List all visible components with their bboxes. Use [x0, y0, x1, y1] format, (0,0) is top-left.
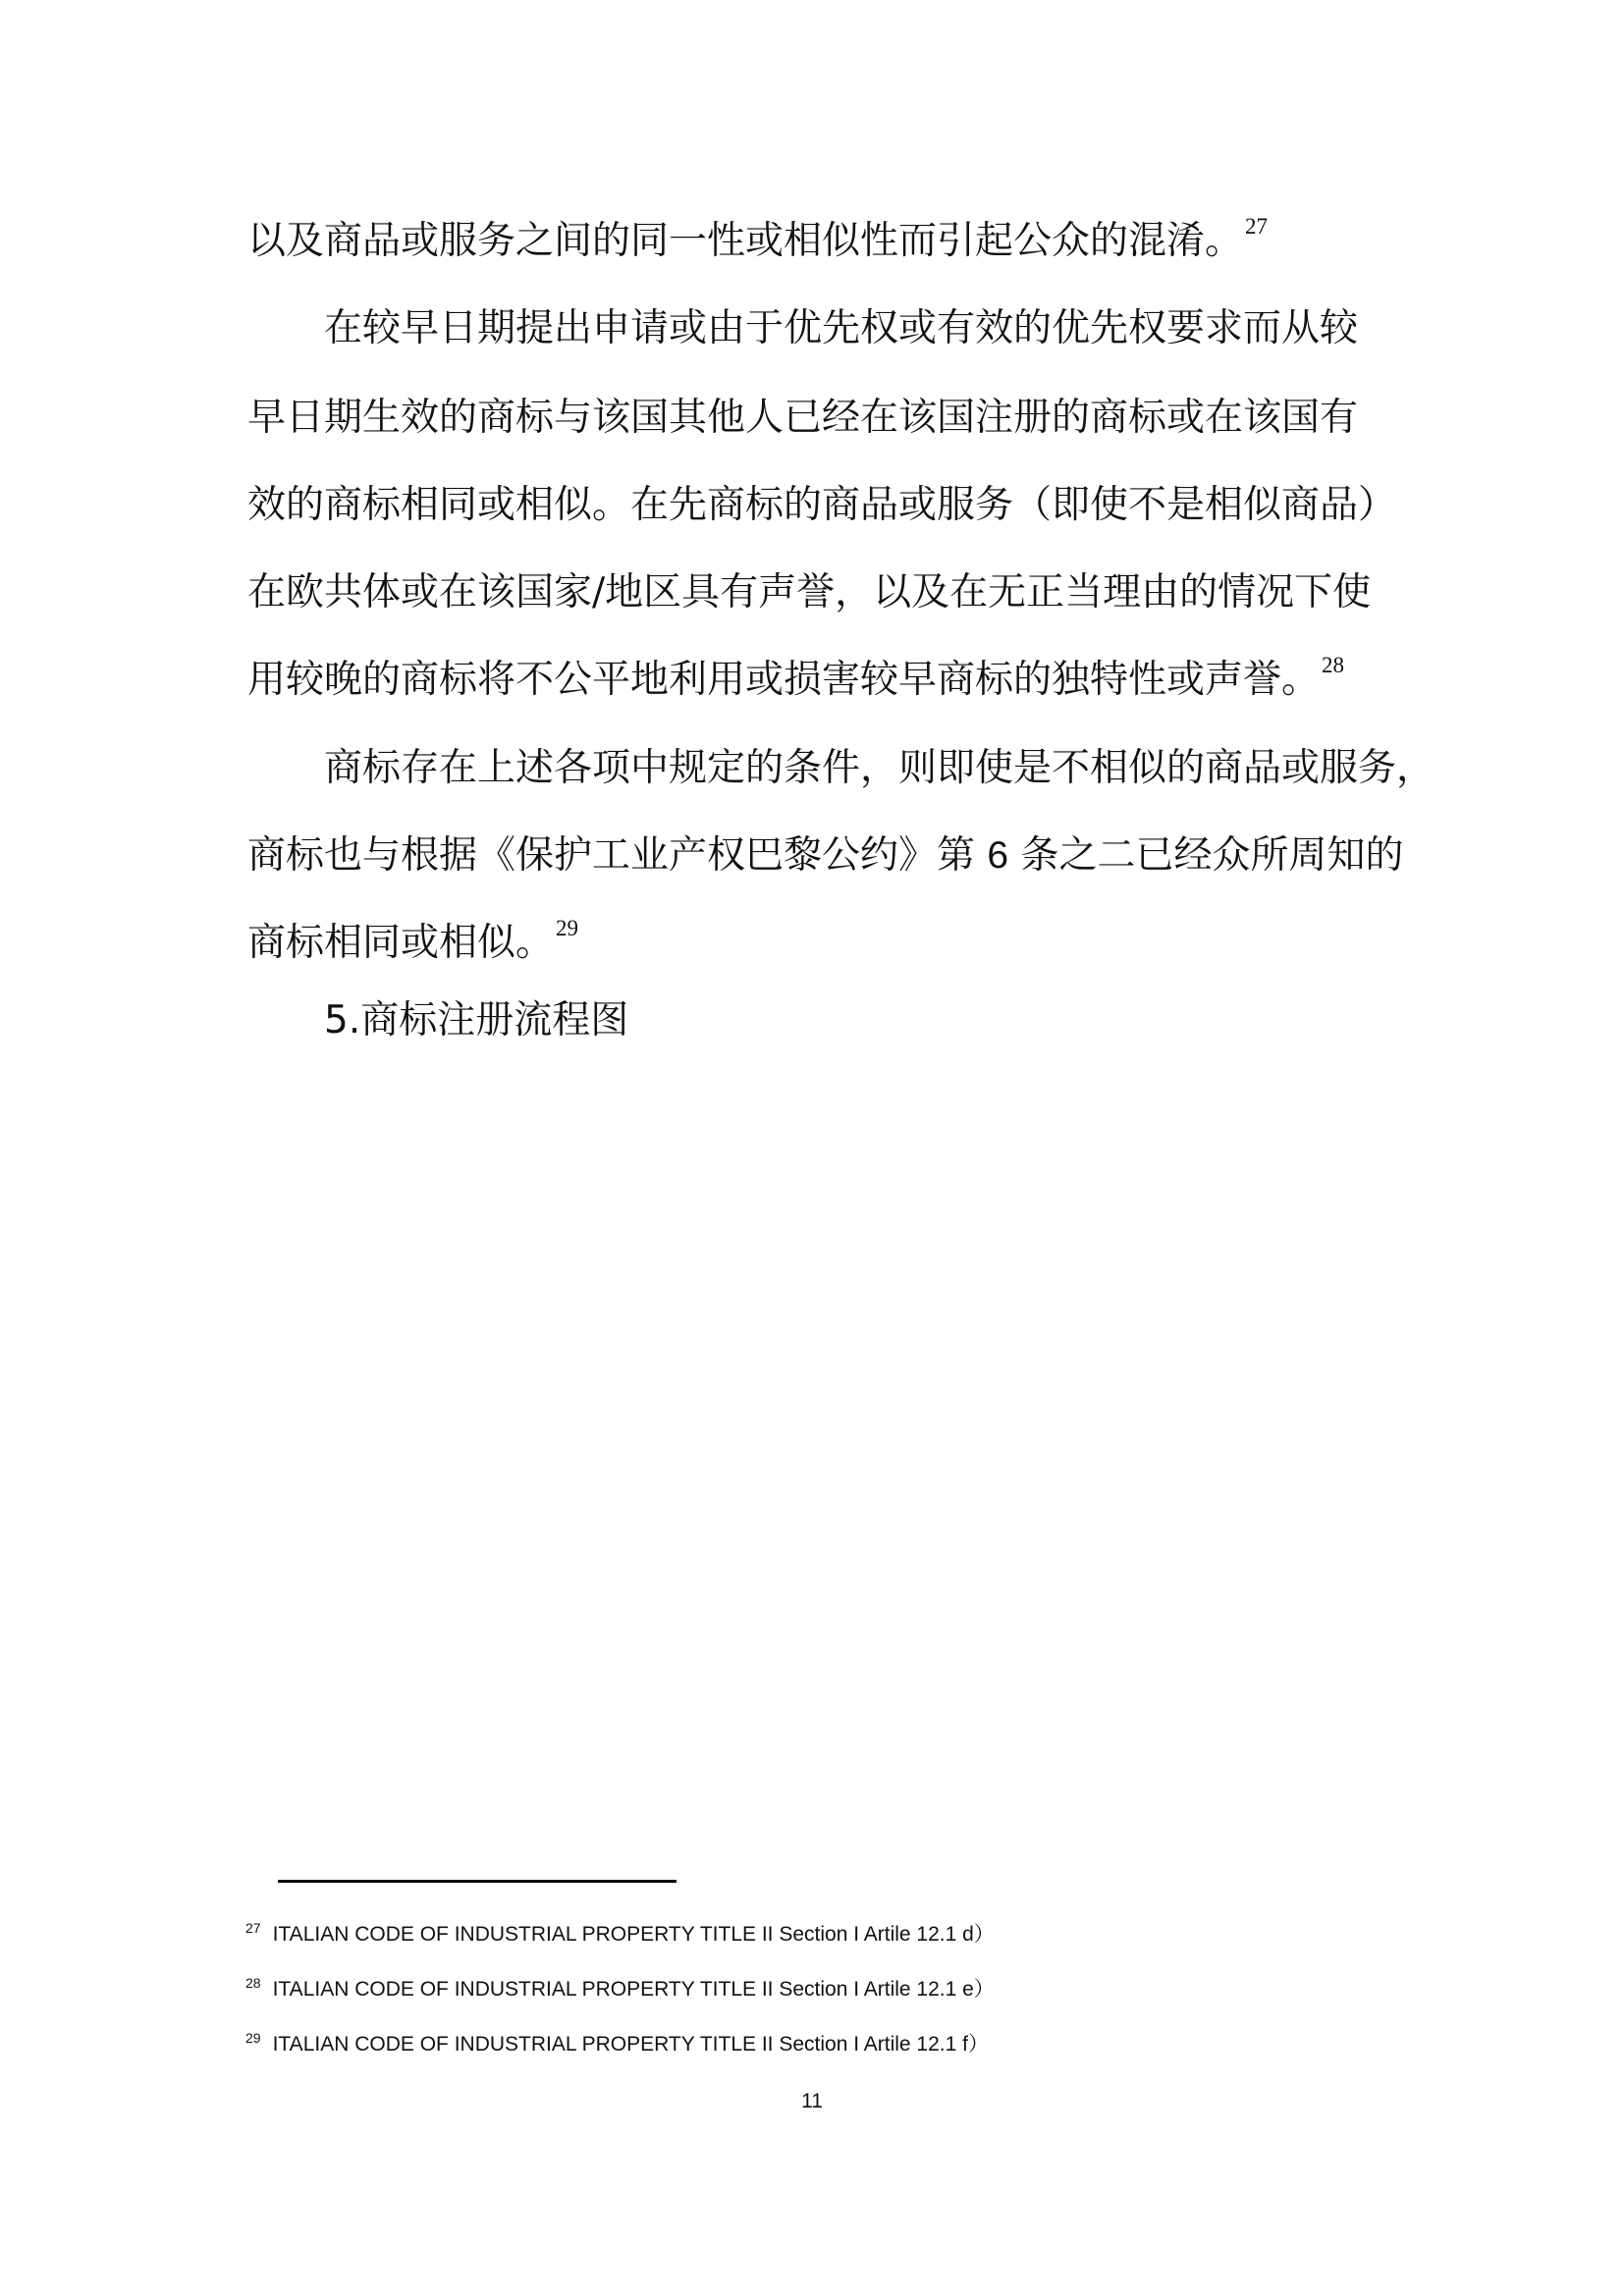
body-line [247, 214, 1268, 274]
body-text: 效的商标相同或相似。在先商标的商品或服务（即使不是相似商品） [247, 483, 1397, 527]
footnote-reference[interactable]: 27 [1245, 214, 1269, 239]
page-number: 11 [801, 2090, 823, 2112]
footnote-number: 28 [245, 1975, 261, 1991]
body-text: 在欧共体或在该国家/地区具有声誉，以及在无正当理由的情况下使 [247, 570, 1372, 614]
body-line [247, 916, 578, 976]
footnote-27 [245, 1920, 995, 1950]
body-text: 商标也与根据《保护工业产权巴黎公约》第 [247, 833, 976, 878]
footnote-number: 29 [245, 2030, 261, 2046]
body-text: 用较晚的商标将不公平地利用或损害较早商标的独特性或声誉。 [247, 658, 1321, 702]
footnote-number: 27 [245, 1920, 261, 1936]
article-number: 6 [987, 834, 1009, 877]
body-text: 早日期生效的商标与该国其他人已经在该国注册的商标或在该国有 [247, 396, 1359, 440]
body-line [247, 828, 1404, 883]
body-text: 以及商品或服务之间的同一性或相似性而引起公众的混淆。 [247, 219, 1244, 263]
body-line [324, 741, 1435, 796]
footnote-29 [245, 2030, 989, 2060]
body-line [247, 653, 1344, 713]
footnote-text: ITALIAN CODE OF INDUSTRIAL PROPERTY TITLE II Section I Artile 12.1 f） [272, 2033, 989, 2056]
body-text: 商标相同或相似。 [247, 921, 555, 965]
body-text: 商标存在上述各项中规定的条件，则即使是不相似的商品或服务， [324, 746, 1435, 790]
footnote-reference[interactable]: 28 [1322, 653, 1345, 677]
body-line [247, 565, 1371, 620]
footnote-reference[interactable]: 29 [556, 916, 579, 940]
body-line [324, 301, 1358, 356]
footnote-separator [278, 1880, 677, 1883]
section-heading: 5.商标注册流程图 [324, 998, 629, 1042]
footnote-text: ITALIAN CODE OF INDUSTRIAL PROPERTY TITLE II Section I Artile 12.1 d） [272, 1923, 995, 1946]
body-line [247, 478, 1396, 533]
footnote-text: ITALIAN CODE OF INDUSTRIAL PROPERTY TITLE II Section I Artile 12.1 e） [272, 1978, 995, 2001]
footnote-28 [245, 1975, 995, 2005]
body-text: 条之二已经众所周知的 [1020, 833, 1404, 878]
body-text: 在较早日期提出申请或由于优先权或有效的优先权要求而从较 [324, 306, 1359, 350]
body-line [247, 391, 1358, 446]
